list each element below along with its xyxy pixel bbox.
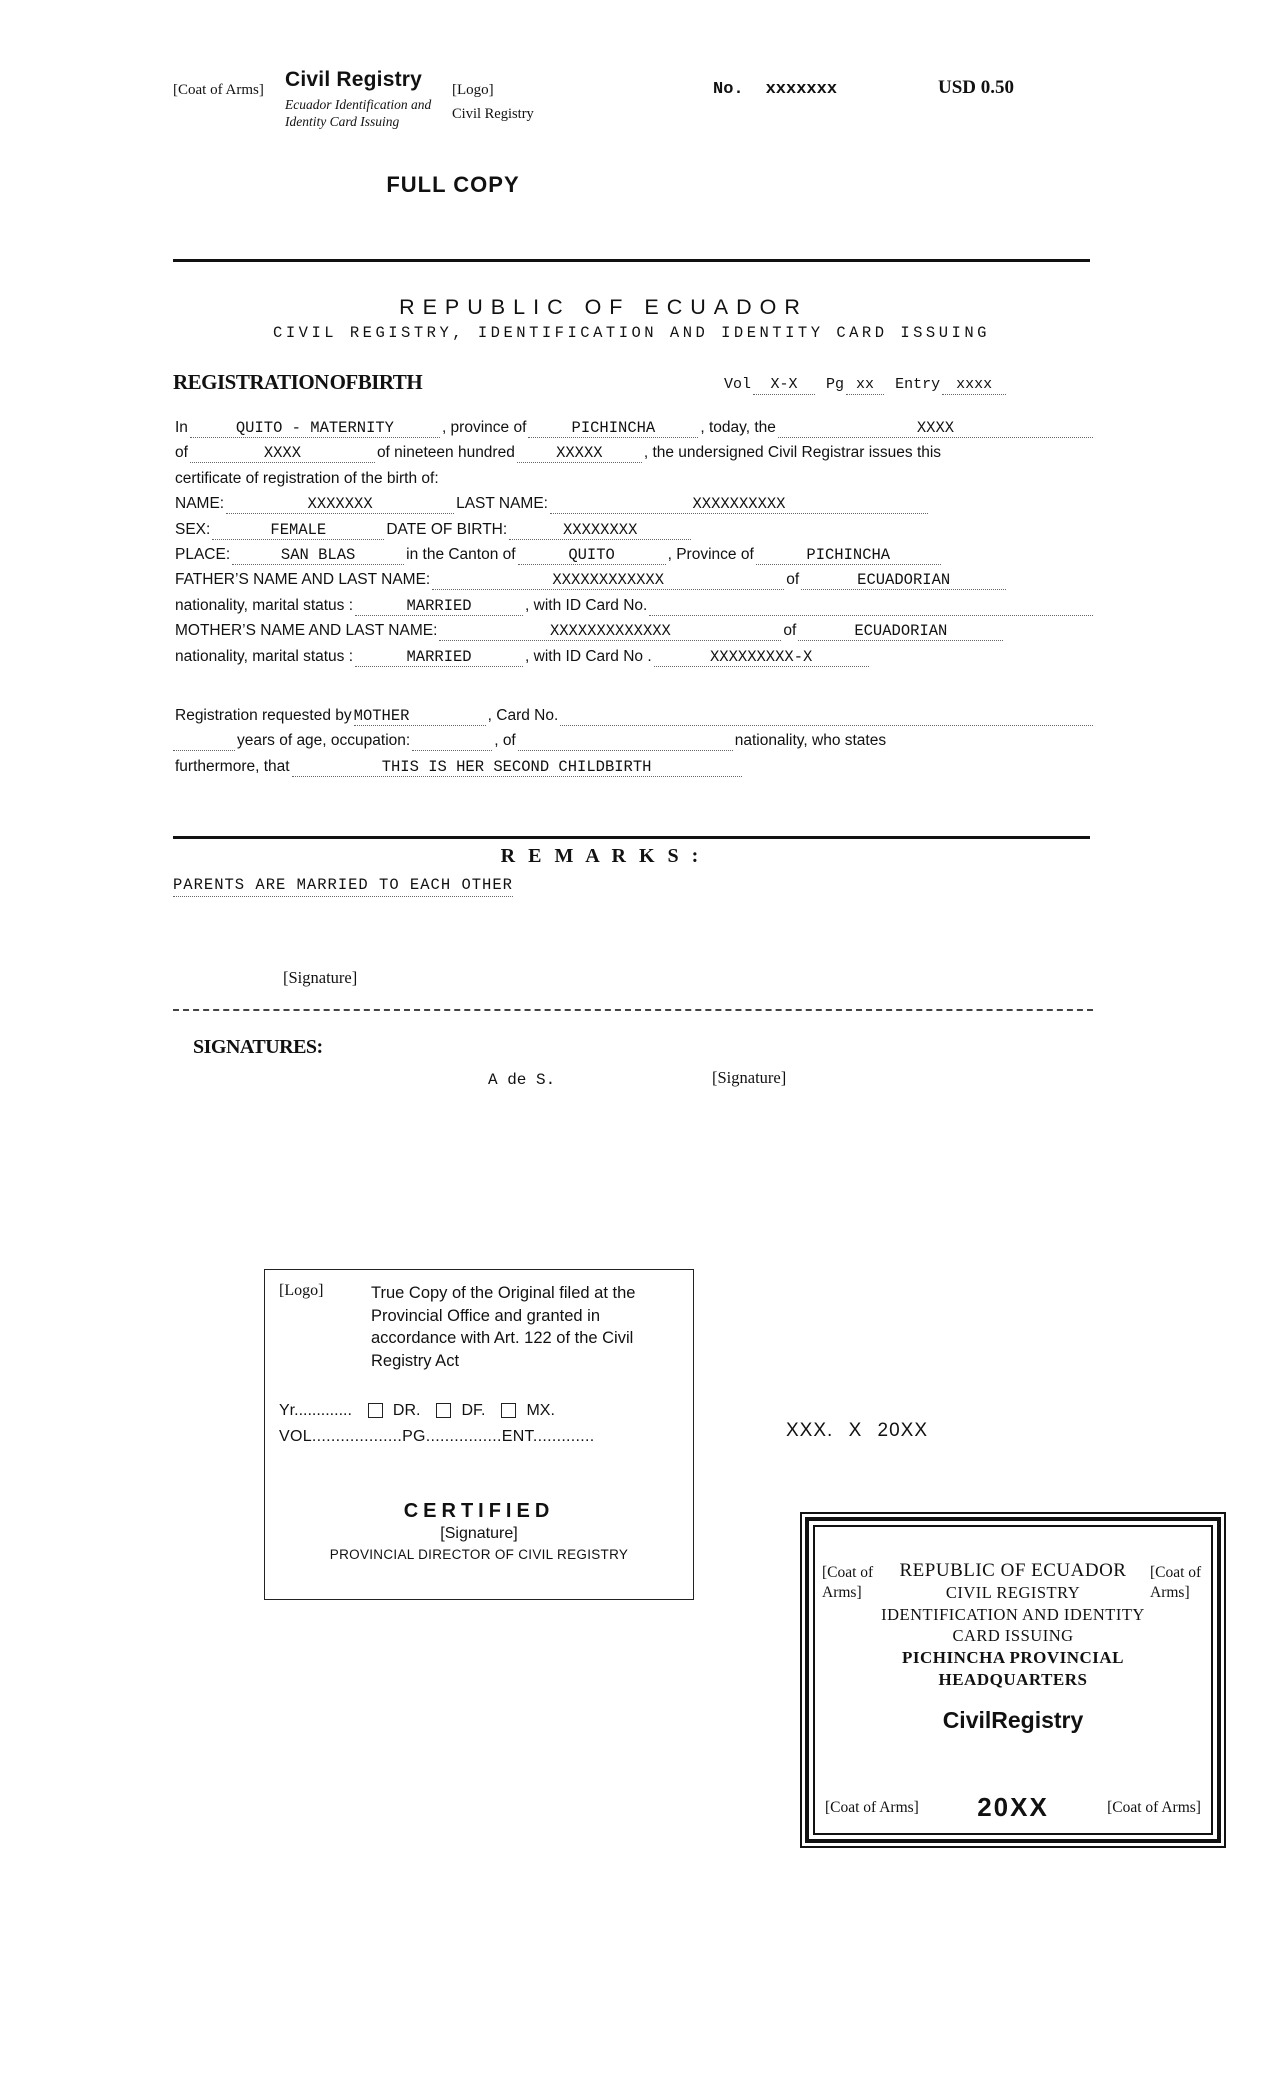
mx-label: MX.	[526, 1402, 555, 1419]
form-line	[173, 758, 1093, 783]
form-label: MOTHER’S NAME AND LAST NAME:	[175, 622, 438, 640]
form-line	[173, 707, 1093, 732]
remarks-divider-rule	[173, 836, 1090, 839]
df-checkbox[interactable]	[436, 1403, 451, 1418]
form-label: In	[175, 419, 188, 436]
form-line	[173, 495, 1093, 520]
form-fill-value: MARRIED	[355, 597, 523, 616]
form-label: of nineteen hundred	[376, 444, 515, 462]
form-fill-value: XXXXX	[517, 444, 642, 463]
form-line	[173, 546, 1093, 571]
form-label: years of age, occupation:	[237, 732, 411, 750]
document-number-value: xxxxxxx	[765, 80, 838, 99]
form-fill-value: XXXXXXX	[226, 495, 454, 514]
document-number	[713, 80, 837, 99]
stamp-agency-line1: CIVIL REGISTRY	[945, 1583, 1081, 1602]
form-fill-value: PICHINCHA	[528, 419, 698, 438]
form-fill-value: QUITO - MATERNITY	[190, 419, 440, 438]
form-blank	[173, 732, 235, 751]
copy-type-title: FULL COPY	[386, 172, 520, 197]
signatures-heading: SIGNATURES:	[193, 1036, 323, 1058]
form-label: of	[786, 571, 800, 589]
entry-label: Entry	[895, 376, 941, 393]
form-label: nationality, marital status :	[175, 596, 354, 614]
stamp-inner	[813, 1525, 1213, 1835]
vol-value: X-X	[753, 376, 815, 395]
form-line	[173, 622, 1093, 647]
form-fill-value: MOTHER	[354, 707, 486, 726]
form-line	[173, 470, 1093, 495]
birth-details-paragraph	[173, 419, 1093, 673]
form-line	[173, 521, 1093, 546]
form-label: certificate of registration of the birth of:	[175, 469, 439, 487]
logo-placeholder: [Logo]	[452, 82, 494, 98]
form-fill-value: PICHINCHA	[756, 546, 941, 565]
certification-statement-row	[279, 1282, 679, 1372]
form-blank	[518, 732, 733, 751]
date-annotation: XXX. X 20XX	[786, 1420, 929, 1441]
form-label: SEX:	[175, 520, 211, 538]
form-fill-value: XXXXXXXXXX	[550, 495, 928, 514]
certification-logo-placeholder: [Logo]	[279, 1282, 324, 1299]
stamp-country: REPUBLIC OF ECUADOR	[899, 1560, 1127, 1581]
df-label: DF.	[461, 1402, 486, 1419]
header-divider-rule	[173, 259, 1090, 262]
form-fill-value: XXXXXXXX	[509, 521, 691, 540]
form-label: , with ID Card No.	[525, 596, 648, 614]
form-fill-value: SAN BLAS	[232, 546, 404, 565]
form-label: , with ID Card No .	[525, 647, 652, 665]
form-fill-value: XXXXXXXXXXXX	[432, 571, 784, 590]
stamp-year: 20XX	[977, 1792, 1049, 1822]
form-line	[173, 732, 1093, 757]
mx-checkbox[interactable]	[501, 1403, 516, 1418]
form-line	[173, 648, 1093, 673]
vol-pg-ent-line: VOL...................PG................ENT.............	[279, 1428, 595, 1445]
form-label: nationality, marital status :	[175, 647, 354, 665]
form-label: DATE OF BIRTH:	[386, 520, 508, 538]
header-logo-block	[452, 82, 534, 123]
stamp-brand: CivilRegistry	[942, 1706, 1084, 1733]
form-label: , of	[494, 732, 516, 750]
form-fill-value: THIS IS HER SECOND CHILDBIRTH	[292, 758, 742, 777]
form-fill-value: FEMALE	[212, 521, 384, 540]
certification-box	[264, 1269, 694, 1600]
vol-label: Vol	[724, 376, 752, 393]
form-fill-value: XXXX	[778, 419, 1093, 438]
form-fill-value: XXXX	[190, 444, 375, 463]
stamp-agency-line2: IDENTIFICATION AND IDENTITY	[881, 1604, 1145, 1624]
volume-page-entry	[722, 376, 1006, 395]
logo-caption: Civil Registry	[452, 106, 534, 122]
stamp-agency-line3: CARD ISSUING	[952, 1626, 1074, 1645]
director-title: PROVINCIAL DIRECTOR OF CIVIL REGISTRY	[329, 1547, 629, 1562]
form-fill-value: ECUADORIAN	[798, 622, 1003, 641]
stamp-bottom-row	[825, 1792, 1201, 1823]
remarks-value: PARENTS ARE MARRIED TO EACH OTHER	[173, 876, 513, 897]
declarant-initials: A de S.	[488, 1071, 556, 1089]
dr-label: DR.	[392, 1402, 421, 1419]
form-label: in the Canton of	[406, 545, 516, 563]
year-type-row	[279, 1402, 679, 1420]
form-label: furthermore, that	[175, 757, 290, 775]
form-label: of	[783, 622, 797, 640]
form-blank	[560, 707, 1093, 726]
brand-title: Civil Registry	[285, 68, 423, 91]
form-fill-value: XXXXXXXXXXXXX	[439, 622, 781, 641]
header-brand	[285, 68, 431, 130]
stamp-coat-of-arms-left: [Coat of Arms]	[822, 1564, 874, 1601]
requester-paragraph	[173, 707, 1093, 783]
pg-value: xx	[846, 376, 884, 395]
form-label: FATHER’S NAME AND LAST NAME:	[175, 571, 431, 589]
director-signature-placeholder: [Signature]	[440, 1525, 518, 1542]
remarks-title: R E M A R K S :	[500, 845, 703, 867]
form-label: , today, the	[700, 419, 776, 436]
form-label: , the undersigned Civil Registrar issues this	[643, 444, 942, 462]
document-number-label: No.	[713, 80, 744, 99]
stamp-office-line1: PICHINCHA PROVINCIAL	[901, 1647, 1125, 1667]
registration-title: REGISTRATION OF BIRTH	[173, 370, 423, 394]
form-label: NAME:	[175, 495, 225, 513]
form-line	[173, 597, 1093, 622]
agency-subtitle: CIVIL REGISTRY, IDENTIFICATION AND IDENTITY CARD ISSUING	[273, 324, 990, 342]
pg-label: Pg	[826, 376, 845, 393]
form-label: nationality, who states	[734, 732, 887, 750]
signature-separator-line	[173, 1009, 1093, 1011]
entry-value: xxxx	[942, 376, 1006, 395]
form-label: LAST NAME:	[456, 495, 548, 513]
form-label: , Card No.	[487, 707, 559, 724]
form-label: , province of	[441, 419, 527, 436]
registrar-signature-placeholder: [Signature]	[283, 968, 358, 987]
form-label: Registration requested by	[175, 707, 352, 724]
form-line	[173, 444, 1093, 469]
form-fill-value: QUITO	[518, 546, 666, 565]
yr-label: Yr.............	[279, 1402, 352, 1419]
certification-statement: True Copy of the Original filed at the Provincial Office and granted in accordance with Art. 122 of the Civil Registry Act	[371, 1284, 636, 1370]
form-fill-value: MARRIED	[355, 648, 523, 667]
form-line	[173, 419, 1093, 444]
brand-subtitle-line1: Ecuador Identification and	[285, 97, 432, 112]
stamp-heading	[815, 1527, 1211, 1691]
form-label: , Province of	[667, 545, 754, 563]
brand-subtitle-line2: Identity Card Issuing	[285, 114, 400, 129]
provincial-stamp	[800, 1512, 1226, 1848]
remarks-value-wrap	[173, 876, 513, 897]
country-title: REPUBLIC OF ECUADOR	[399, 295, 808, 319]
form-blank	[649, 597, 1093, 616]
form-label: of	[175, 444, 188, 462]
form-fill-value: ECUADORIAN	[801, 571, 1006, 590]
form-blank	[412, 732, 492, 751]
stamp-coat-of-arms-right: [Coat of Arms]	[1150, 1564, 1202, 1601]
form-label: PLACE:	[175, 545, 231, 563]
form-fill-value: XXXXXXXXX-X	[654, 648, 869, 667]
stamp-coat-bottom-right: [Coat of Arms]	[1107, 1798, 1201, 1816]
stamp-coat-bottom-left: [Coat of Arms]	[825, 1798, 919, 1816]
dr-checkbox[interactable]	[368, 1403, 383, 1418]
certified-title: CERTIFIED	[403, 1500, 555, 1522]
stamp-office-line2: HEADQUARTERS	[938, 1669, 1088, 1689]
fee-amount: USD 0.50	[938, 77, 1015, 98]
declarant-signature-placeholder: [Signature]	[712, 1068, 787, 1087]
form-line	[173, 571, 1093, 596]
header-coat-of-arms-label: [Coat of Arms]	[173, 82, 264, 98]
brand-subtitle	[285, 96, 431, 130]
stamp-middle-border	[805, 1517, 1221, 1843]
